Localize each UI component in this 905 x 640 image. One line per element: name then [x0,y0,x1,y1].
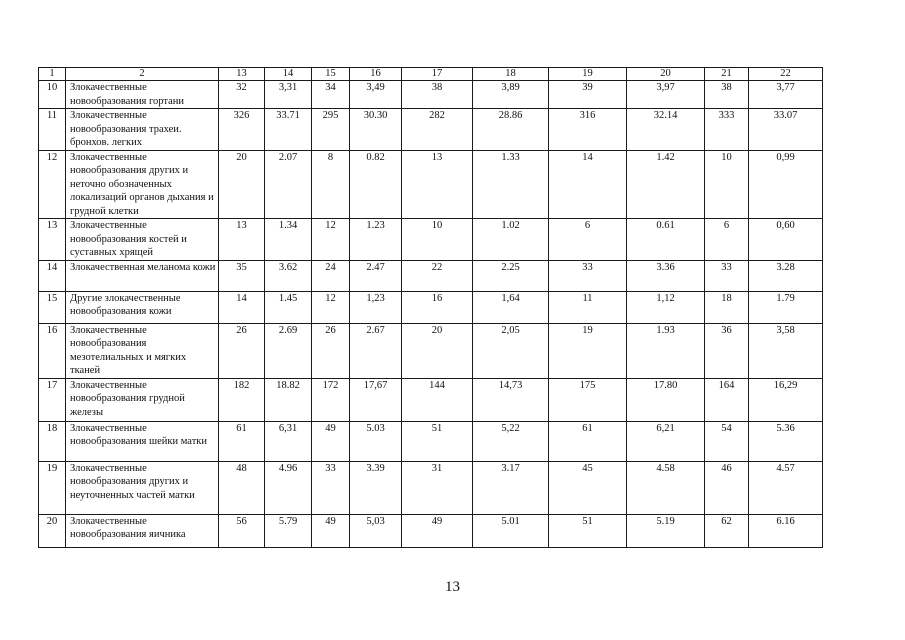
value-cell: 14,73 [473,378,549,421]
table-row [39,81,823,109]
value-cell: 172 [312,378,350,421]
value-cell: 28.86 [473,109,549,151]
diagnosis-name-cell: Злокачественные новообразования трахеи. бронхов. легких [66,109,219,151]
value-cell: 48 [219,461,265,514]
value-cell: 2.69 [265,323,312,378]
value-cell: 2.67 [350,323,402,378]
column-header: 21 [705,68,749,81]
value-cell: 16 [402,291,473,323]
value-cell: 6 [549,219,627,261]
value-cell: 6 [705,219,749,261]
value-cell: 18.82 [265,378,312,421]
diagnosis-name-cell: Злокачественные новообразования грудной железы [66,378,219,421]
column-header: 2 [66,68,219,81]
row-number-cell: 20 [39,514,66,547]
value-cell: 5.79 [265,514,312,547]
row-number-cell: 16 [39,323,66,378]
value-cell: 32 [219,81,265,109]
column-header: 15 [312,68,350,81]
value-cell: 49 [312,514,350,547]
value-cell: 6.16 [749,514,823,547]
value-cell: 14 [219,291,265,323]
value-cell: 33 [705,260,749,291]
value-cell: 1,64 [473,291,549,323]
row-number-cell: 15 [39,291,66,323]
value-cell: 33 [549,260,627,291]
value-cell: 1.34 [265,219,312,261]
value-cell: 18 [705,291,749,323]
value-cell: 13 [219,219,265,261]
value-cell: 0,60 [749,219,823,261]
value-cell: 2.25 [473,260,549,291]
row-number-cell: 14 [39,260,66,291]
value-cell: 10 [705,150,749,219]
row-number-cell: 17 [39,378,66,421]
value-cell: 1,12 [627,291,705,323]
diagnosis-name-cell: Злокачественные новообразования костей и суставных хрящей [66,219,219,261]
table-row [39,291,823,323]
value-cell: 4.96 [265,461,312,514]
value-cell: 316 [549,109,627,151]
value-cell: 1.93 [627,323,705,378]
table-row [39,109,823,151]
header-row [39,68,823,81]
value-cell: 54 [705,421,749,461]
value-cell: 4.57 [749,461,823,514]
value-cell: 1,23 [350,291,402,323]
value-cell: 49 [312,421,350,461]
diagnosis-name-cell: Злокачественные новообразования шейки матки [66,421,219,461]
value-cell: 3.36 [627,260,705,291]
value-cell: 33.07 [749,109,823,151]
value-cell: 0,99 [749,150,823,219]
value-cell: 11 [549,291,627,323]
value-cell: 5.36 [749,421,823,461]
diagnosis-name-cell: Злокачественная меланома кожи [66,260,219,291]
diagnosis-name-cell: Злокачественные новообразования гортани [66,81,219,109]
column-header: 18 [473,68,549,81]
value-cell: 17,67 [350,378,402,421]
value-cell: 10 [402,219,473,261]
row-number-cell: 19 [39,461,66,514]
value-cell: 26 [219,323,265,378]
value-cell: 5.01 [473,514,549,547]
value-cell: 3.28 [749,260,823,291]
value-cell: 3,49 [350,81,402,109]
table-row [39,260,823,291]
value-cell: 35 [219,260,265,291]
value-cell: 0.61 [627,219,705,261]
value-cell: 2.07 [265,150,312,219]
value-cell: 24 [312,260,350,291]
value-cell: 282 [402,109,473,151]
value-cell: 38 [402,81,473,109]
row-number-cell: 11 [39,109,66,151]
value-cell: 12 [312,291,350,323]
column-header: 19 [549,68,627,81]
value-cell: 6,21 [627,421,705,461]
value-cell: 39 [549,81,627,109]
column-header: 17 [402,68,473,81]
table-row [39,461,823,514]
page-number: 13 [445,579,460,595]
value-cell: 3,89 [473,81,549,109]
table-row [39,378,823,421]
value-cell: 5.19 [627,514,705,547]
value-cell: 3,58 [749,323,823,378]
table-row [39,421,823,461]
value-cell: 8 [312,150,350,219]
column-header: 14 [265,68,312,81]
value-cell: 33 [312,461,350,514]
value-cell: 1.02 [473,219,549,261]
value-cell: 1.33 [473,150,549,219]
value-cell: 4.58 [627,461,705,514]
column-header: 1 [39,68,66,81]
table-row [39,219,823,261]
value-cell: 61 [549,421,627,461]
table-row [39,150,823,219]
value-cell: 20 [402,323,473,378]
table-row [39,323,823,378]
value-cell: 175 [549,378,627,421]
value-cell: 2,05 [473,323,549,378]
value-cell: 49 [402,514,473,547]
value-cell: 61 [219,421,265,461]
row-number-cell: 13 [39,219,66,261]
value-cell: 19 [549,323,627,378]
value-cell: 33.71 [265,109,312,151]
value-cell: 3,31 [265,81,312,109]
value-cell: 51 [549,514,627,547]
value-cell: 1.45 [265,291,312,323]
value-cell: 45 [549,461,627,514]
value-cell: 144 [402,378,473,421]
value-cell: 30.30 [350,109,402,151]
value-cell: 46 [705,461,749,514]
value-cell: 333 [705,109,749,151]
value-cell: 12 [312,219,350,261]
value-cell: 1.79 [749,291,823,323]
value-cell: 3,77 [749,81,823,109]
value-cell: 3.39 [350,461,402,514]
column-header: 20 [627,68,705,81]
statistics-table [38,67,823,548]
value-cell: 3,97 [627,81,705,109]
value-cell: 182 [219,378,265,421]
value-cell: 3.17 [473,461,549,514]
column-header: 13 [219,68,265,81]
row-number-cell: 12 [39,150,66,219]
value-cell: 16,29 [749,378,823,421]
table-row [39,514,823,547]
value-cell: 164 [705,378,749,421]
value-cell: 1.23 [350,219,402,261]
value-cell: 5,03 [350,514,402,547]
value-cell: 295 [312,109,350,151]
value-cell: 26 [312,323,350,378]
value-cell: 5.03 [350,421,402,461]
value-cell: 13 [402,150,473,219]
value-cell: 38 [705,81,749,109]
value-cell: 0.82 [350,150,402,219]
value-cell: 14 [549,150,627,219]
diagnosis-name-cell: Другие злокачественные новообразования кожи [66,291,219,323]
value-cell: 31 [402,461,473,514]
value-cell: 1.42 [627,150,705,219]
table-body [39,68,823,548]
row-number-cell: 18 [39,421,66,461]
value-cell: 2.47 [350,260,402,291]
value-cell: 20 [219,150,265,219]
value-cell: 326 [219,109,265,151]
value-cell: 36 [705,323,749,378]
value-cell: 22 [402,260,473,291]
value-cell: 32.14 [627,109,705,151]
diagnosis-name-cell: Злокачественные новообразования других и неуточненных частей матки [66,461,219,514]
value-cell: 6,31 [265,421,312,461]
value-cell: 17.80 [627,378,705,421]
column-header: 16 [350,68,402,81]
value-cell: 34 [312,81,350,109]
diagnosis-name-cell: Злокачественные новообразования других и неточно обозначенных локализаций органов дыхания и грудной клетки [66,150,219,219]
diagnosis-name-cell: Злокачественные новообразования мезотелиальных и мягких тканей [66,323,219,378]
value-cell: 51 [402,421,473,461]
value-cell: 62 [705,514,749,547]
value-cell: 56 [219,514,265,547]
value-cell: 3.62 [265,260,312,291]
value-cell: 5,22 [473,421,549,461]
column-header: 22 [749,68,823,81]
row-number-cell: 10 [39,81,66,109]
diagnosis-name-cell: Злокачественные новообразования яичника [66,514,219,547]
